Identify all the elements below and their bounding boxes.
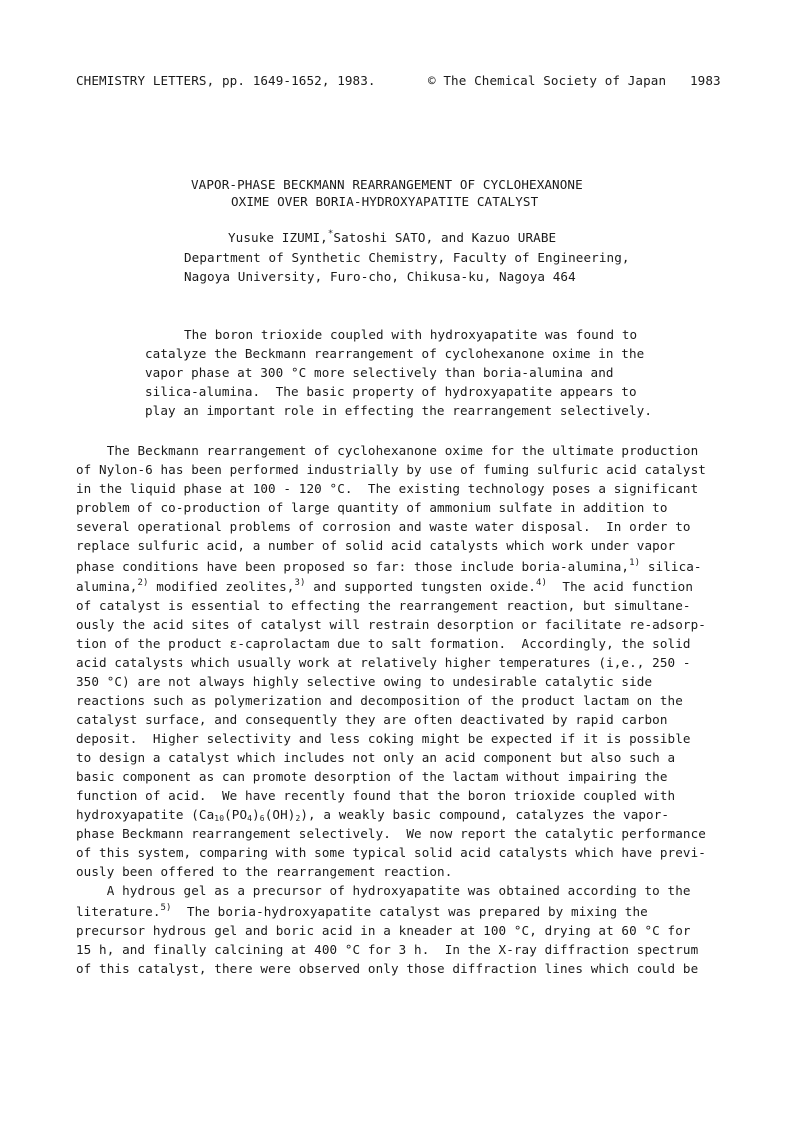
body-text: phase conditions have been proposed so far: those include boria-alumina,: [76, 559, 630, 574]
body-text: and supported tungsten oxide.: [305, 579, 536, 594]
abstract-line-4: silica-alumina. The basic property of hydroxyapatite appears to: [145, 384, 637, 399]
formula-text: (OH): [264, 807, 296, 822]
body-line: phase Beckmann rearrangement selectively. We now report the catalytic performance: [76, 826, 706, 841]
formula-text: (PO: [224, 807, 248, 822]
formula-subscript: 2: [295, 814, 301, 823]
body-line: The Beckmann rearrangement of cyclohexanone oxime for the ultimate production: [76, 443, 699, 458]
page-year: 1983: [690, 73, 721, 88]
body-text: ), a weakly basic compound, catalyzes the vapor-: [300, 807, 670, 822]
body-line: ously been offered to the rearrangement reaction.: [76, 864, 453, 879]
body-line: of this system, comparing with some typical solid acid catalysts which have previ-: [76, 845, 706, 860]
body-line: [76, 577, 693, 596]
reference-5: 5): [160, 903, 172, 913]
body-line: precursor hydrous gel and boric acid in a kneader at 100 °C, drying at 60 °C for: [76, 923, 691, 938]
body-line: ously the acid sites of catalyst will restrain desorption or facilitate re-adsorp-: [76, 617, 706, 632]
body-line: catalyst surface, and consequently they are often deactivated by rapid carbon: [76, 712, 668, 727]
body-text: modified zeolites,: [148, 579, 295, 594]
corresponding-author-mark: *: [327, 229, 334, 239]
body-text: alumina,: [76, 579, 138, 594]
abstract-line-2: catalyze the Beckmann rearrangement of cyclohexanone oxime in the: [145, 346, 645, 361]
body-line: problem of co-production of large quantity of ammonium sulfate in addition to: [76, 500, 668, 515]
body-line: of catalyst is essential to effecting the rearrangement reaction, but simultane-: [76, 598, 691, 613]
formula-subscript: 4: [247, 814, 253, 823]
affiliation-line-2: Nagoya University, Furo-cho, Chikusa-ku, Nagoya 464: [184, 269, 576, 284]
copyright-notice: © The Chemical Society of Japan: [428, 73, 667, 88]
reference-4: 4): [536, 578, 548, 588]
body-text: silica-: [640, 559, 702, 574]
article-title-line-1: VAPOR-PHASE BECKMANN REARRANGEMENT OF CYCLOHEXANONE: [191, 177, 583, 192]
author-list: [228, 228, 556, 247]
body-text: hydroxyapatite (Ca: [76, 807, 215, 822]
body-line: function of acid. We have recently found that the boron trioxide coupled with: [76, 788, 676, 803]
reference-3: 3): [294, 578, 306, 588]
abstract-line-5: play an important role in effecting the rearrangement selectively.: [145, 403, 653, 418]
body-line: of Nylon-6 has been performed industrially by use of fuming sulfuric acid catalyst: [76, 462, 706, 477]
body-line: [76, 805, 669, 824]
body-line: several operational problems of corrosion and waste water disposal. In order to: [76, 519, 691, 534]
body-line: acid catalysts which usually work at relatively higher temperatures (i,e., 250 -: [76, 655, 691, 670]
body-line: 15 h, and finally calcining at 400 °C for 3 h. In the X-ray diffraction spectrum: [76, 942, 699, 957]
body-line: reactions such as polymerization and decomposition of the product lactam on the: [76, 693, 683, 708]
body-line: deposit. Higher selectivity and less coking might be expected if it is possible: [76, 731, 691, 746]
abstract-line-3: vapor phase at 300 °C more selectively than boria-alumina and: [145, 365, 614, 380]
body-text: The boria-hydroxyapatite catalyst was prepared by mixing the: [171, 904, 648, 919]
article-title-line-2: OXIME OVER BORIA-HYDROXYAPATITE CATALYST: [231, 194, 539, 209]
body-line: to design a catalyst which includes not only an acid component but also such a: [76, 750, 676, 765]
body-line: [76, 557, 702, 576]
body-line: tion of the product ε-caprolactam due to salt formation. Accordingly, the solid: [76, 636, 691, 651]
author-izumi: Yusuke IZUMI,: [228, 230, 328, 245]
body-line: A hydrous gel as a precursor of hydroxyapatite was obtained according to the: [76, 883, 691, 898]
body-line: 350 °C) are not always highly selective owing to undesirable catalytic side: [76, 674, 653, 689]
reference-1: 1): [629, 558, 641, 568]
body-text: literature.: [76, 904, 161, 919]
formula-subscript: 6: [259, 814, 265, 823]
journal-citation: CHEMISTRY LETTERS, pp. 1649-1652, 1983.: [76, 73, 376, 88]
formula-text: ): [252, 807, 260, 822]
formula-subscript: 10: [214, 814, 225, 823]
body-line: of this catalyst, there were observed only those diffraction lines which could be: [76, 961, 699, 976]
body-line: in the liquid phase at 100 - 120 °C. The existing technology poses a significant: [76, 481, 699, 496]
body-line: basic component as can promote desorption of the lactam without impairing the: [76, 769, 668, 784]
abstract-line-1: The boron trioxide coupled with hydroxyapatite was found to: [184, 327, 638, 342]
body-text: The acid function: [547, 579, 694, 594]
reference-2: 2): [137, 578, 149, 588]
body-line: replace sulfuric acid, a number of solid acid catalysts which work under vapor: [76, 538, 676, 553]
affiliation-line-1: Department of Synthetic Chemistry, Faculty of Engineering,: [184, 250, 630, 265]
body-line: [76, 902, 648, 921]
author-others: Satoshi SATO, and Kazuo URABE: [333, 230, 557, 245]
